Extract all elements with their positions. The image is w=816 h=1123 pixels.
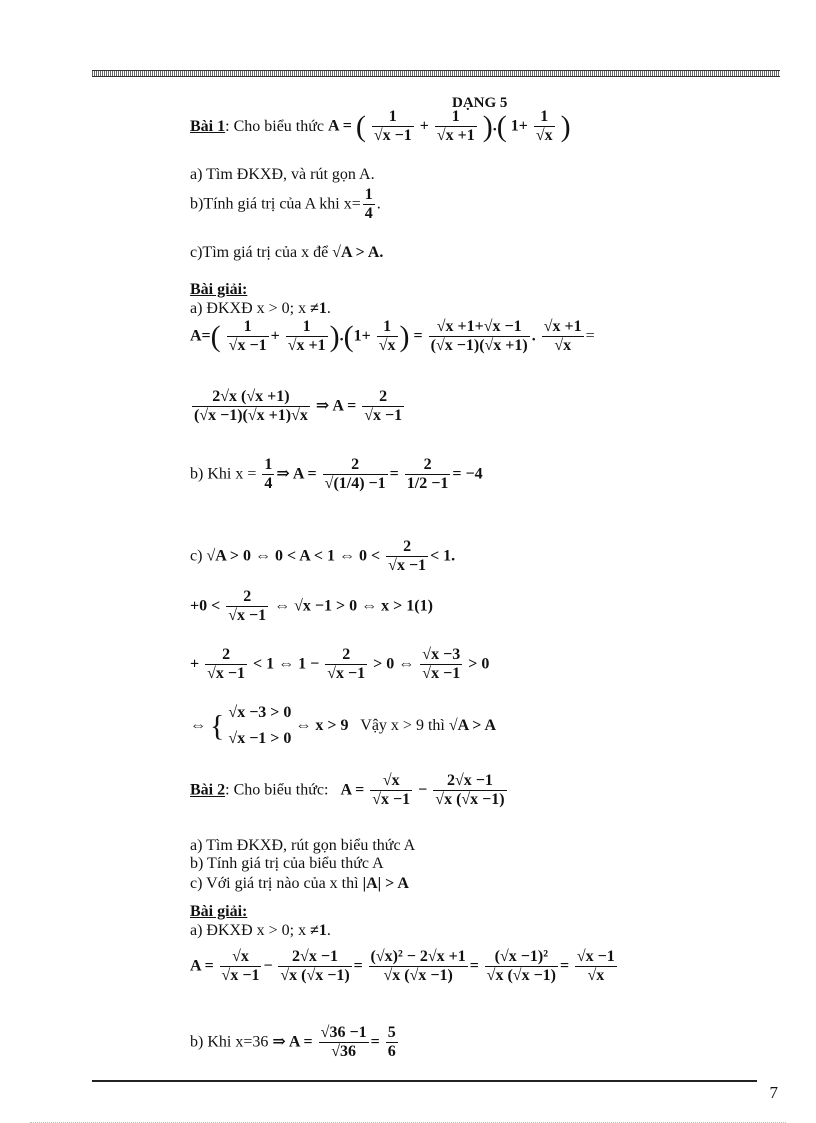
bai1-frac-c: $\frac{1}{√x}$	[535, 108, 553, 145]
bai1-tail: 1+	[510, 117, 528, 135]
bai2-solution-title: Bài giải:	[190, 903, 248, 920]
bai2-question-b: b) Tính giá trị của biểu thức A	[190, 855, 384, 872]
bai1-line1-frac1: $\frac{√x +1+√x -1}{(√x -1)(√x +1)}$	[430, 318, 528, 355]
bai1-sol-a: a) ĐKXĐ x > 0; x ≠1.	[190, 300, 331, 317]
bai1-question-b: b)Tính giá trị của A khi x= $\frac{1}{4}$ .	[190, 186, 381, 223]
bai1-sol-b: b) Khi x = $\frac{1}{4}$ ⇒ A = $\frac{2}{√(1/4) -1}$ = $\frac{2}{1/2 -1}$ = −4	[190, 456, 483, 493]
bai1-line1-frac2: $\frac{√x +1}{√x}$	[543, 318, 582, 355]
bai1-statement: Bài 1: Cho biểu thức A = ( $\frac{1}{√x -1}$ + $\frac{1}{√x +1}$ ).( 1+ $\frac{1}{√x}$ )	[190, 108, 571, 145]
bai1-sol-line1: A=( $\frac{1}{√x -1}$ + $\frac{1}{√x +1}$ ).(1+ $\frac{1}{√x}$ ) = $\frac{√x +1+√x -1}{(√x -1)(√x +1)}$ . $\frac{√x +1}{√x}$ =	[190, 318, 595, 355]
bai2-sol-line1: A = $\frac{√x}{√x -1}$ − $\frac{2√x -1}{√x (√x -1)}$ = $\frac{\text{(√x)² − 2√x +1}}{√x (√x -1)}$ = $\frac{\text{(√x −1)²}}{√x (√x -1)}$ = $\frac{√x -1}{√x}$	[190, 948, 615, 985]
bai2-sol-a: a) ĐKXĐ x > 0; x ≠1.	[190, 922, 331, 939]
bai1-question-c: c)Tìm giá trị của x để √A > A.	[190, 244, 384, 261]
page-number: 7	[769, 1083, 778, 1102]
bai1-sol-c3: ⇔ { √x −3 > 0 √x −1 > 0 ⇔ x > 9 Vậy x > 9 thì √A > A	[190, 704, 497, 748]
bai2-question-c: c) Với giá trị nào của x thì |A| > A	[190, 875, 409, 892]
bai1-expr-lhs: A =	[328, 117, 352, 135]
paren-open: (	[355, 109, 366, 143]
bai1-sol-c1: +0 < $\frac{2}{√x -1}$ ⇔ √x −1 > 0 ⇔ x > 1(1)	[190, 588, 433, 625]
bai1-line2-result: $\frac{2}{√x -1}$	[364, 388, 403, 425]
bai1-frac-b: $\frac{1}{√x +1}$	[436, 108, 475, 145]
bai1-qb-frac: $\frac{1}{4}$	[364, 186, 373, 223]
bai1-sol-c2: + $\frac{2}{√x -1}$ < 1 ⇔ 1 − $\frac{2}{√x -1}$ > 0 ⇔ $\frac{√x -3}{√x -1}$ > 0	[190, 646, 490, 683]
bai1-intro: : Cho biểu thức	[225, 117, 325, 135]
bai1-question-a: a) Tìm ĐKXĐ, và rút gọn A.	[190, 166, 375, 183]
footer-rule	[92, 1080, 757, 1082]
bai1-title: Bài 1	[190, 117, 226, 135]
bai1-frac-a: $\frac{1}{√x -1}$	[373, 108, 412, 145]
bai1-line2-frac: $\frac{2√x (√x +1)}{(√x -1)(√x +1)√x}$	[194, 388, 308, 425]
bai1-sol-line2: $\frac{2√x (√x +1)}{(√x -1)(√x +1)√x}$ ⇒ A = $\frac{2}{√x -1}$	[194, 388, 403, 425]
bai2-question-a: a) Tìm ĐKXĐ, rút gọn biểu thức A	[190, 837, 416, 854]
bai2-statement: Bài 2: Cho biểu thức: A = $\frac{√x}{√x -1}$ − $\frac{2√x -1}{√x (√x -1)}$	[190, 772, 505, 809]
bai1-sol-c: c) √A > 0 ⇔ 0 < A < 1 ⇔ 0 < $\frac{2}{√x -1}$ < 1.	[190, 538, 456, 575]
section-title: DẠNG 5	[452, 95, 508, 111]
bai2-sol-b: b) Khi x=36 ⇒ A = $\frac{√36 -1}{√36}$ = $\frac{5}{6}$	[190, 1024, 396, 1061]
bai2-title: Bài 2	[190, 781, 226, 799]
bai1-solution-title: Bài giải:	[190, 281, 248, 298]
header-rule	[92, 70, 780, 77]
bai1-system: √x −3 > 0 √x −1 > 0	[228, 704, 292, 748]
